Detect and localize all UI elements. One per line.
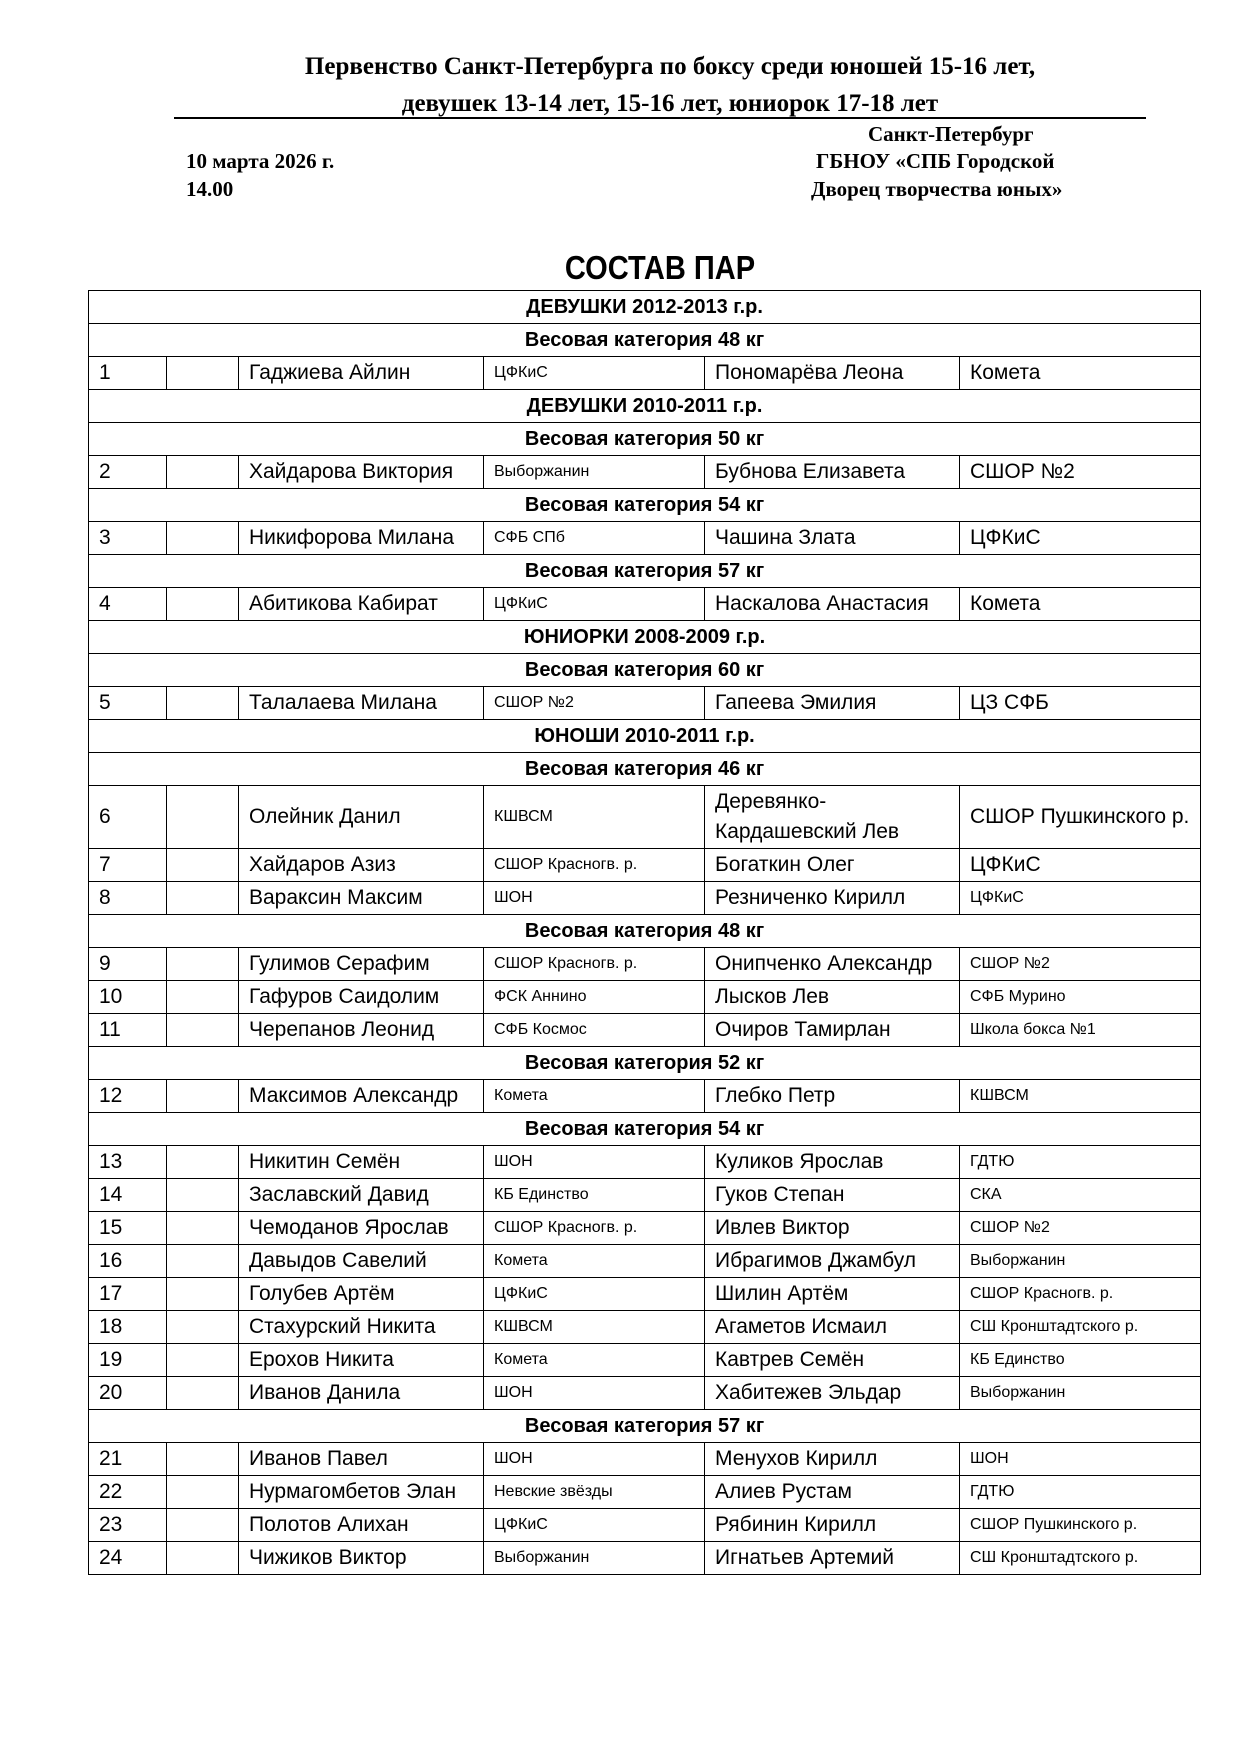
club-1: ЦФКиС xyxy=(484,1278,705,1311)
bout-number: 9 xyxy=(89,948,167,981)
weight-class-label: Весовая категория 50 кг xyxy=(89,423,1201,456)
club-2: ЦФКиС xyxy=(960,522,1201,555)
athlete-2: Пономарёва Леона xyxy=(705,357,960,390)
age-group-label: ДЕВУШКИ 2012-2013 г.р. xyxy=(89,291,1201,324)
weight-class-label: Весовая категория 57 кг xyxy=(89,1410,1201,1443)
club-2: СШОР №2 xyxy=(960,948,1201,981)
bout-row xyxy=(89,1542,1201,1575)
bout-row xyxy=(89,588,1201,621)
athlete-2: Богаткин Олег xyxy=(705,849,960,882)
club-2: ГДТЮ xyxy=(960,1476,1201,1509)
corner-cell xyxy=(167,1212,239,1245)
bout-row xyxy=(89,1344,1201,1377)
club-2: Выборжанин xyxy=(960,1245,1201,1278)
pairs-table xyxy=(88,290,1201,1575)
corner-cell xyxy=(167,687,239,720)
bout-number: 3 xyxy=(89,522,167,555)
club-1: Комета xyxy=(484,1344,705,1377)
weight-class-row xyxy=(89,324,1201,357)
bout-row xyxy=(89,1476,1201,1509)
athlete-1: Абитикова Кабират xyxy=(239,588,484,621)
corner-cell xyxy=(167,849,239,882)
athlete-2: Кавтрев Семён xyxy=(705,1344,960,1377)
club-2: Комета xyxy=(960,588,1201,621)
bout-row xyxy=(89,1311,1201,1344)
athlete-1: Чижиков Виктор xyxy=(239,1542,484,1575)
athlete-2: Лысков Лев xyxy=(705,981,960,1014)
corner-cell xyxy=(167,882,239,915)
athlete-2: Хабитежев Эльдар xyxy=(705,1377,960,1410)
venue-line-1: ГБНОУ «СПБ Городской xyxy=(816,149,1055,173)
club-1: ШОН xyxy=(484,1443,705,1476)
club-1: СФБ Космос xyxy=(484,1014,705,1047)
bout-row xyxy=(89,1377,1201,1410)
age-group-row xyxy=(89,720,1201,753)
athlete-1: Хайдарова Виктория xyxy=(239,456,484,489)
athlete-1: Талалаева Милана xyxy=(239,687,484,720)
club-2: СШ Кронштадтского р. xyxy=(960,1311,1201,1344)
corner-cell xyxy=(167,1509,239,1542)
age-group-row xyxy=(89,390,1201,423)
weight-class-label: Весовая категория 46 кг xyxy=(89,753,1201,786)
weight-class-row xyxy=(89,1113,1201,1146)
corner-cell xyxy=(167,1542,239,1575)
athlete-1: Максимов Александр xyxy=(239,1080,484,1113)
age-group-row xyxy=(89,291,1201,324)
bout-row xyxy=(89,1014,1201,1047)
athlete-1: Никитин Семён xyxy=(239,1146,484,1179)
corner-cell xyxy=(167,1179,239,1212)
corner-cell xyxy=(167,1344,239,1377)
club-1: СШОР Красногв. р. xyxy=(484,948,705,981)
corner-cell xyxy=(167,588,239,621)
bout-number: 16 xyxy=(89,1245,167,1278)
weight-class-label: Весовая категория 48 кг xyxy=(89,915,1201,948)
club-2: ГДТЮ xyxy=(960,1146,1201,1179)
athlete-2: Глебко Петр xyxy=(705,1080,960,1113)
bout-number: 17 xyxy=(89,1278,167,1311)
age-group-row xyxy=(89,621,1201,654)
club-2: СШОР Пушкинского р. xyxy=(960,1509,1201,1542)
weight-class-row xyxy=(89,423,1201,456)
bout-number: 18 xyxy=(89,1311,167,1344)
title-underline xyxy=(174,117,1146,119)
club-2: СШ Кронштадтского р. xyxy=(960,1542,1201,1575)
club-2: Выборжанин xyxy=(960,1377,1201,1410)
athlete-1: Никифорова Милана xyxy=(239,522,484,555)
bout-row xyxy=(89,522,1201,555)
athlete-2: Наскалова Анастасия xyxy=(705,588,960,621)
athlete-1: Заславский Давид xyxy=(239,1179,484,1212)
club-1: Комета xyxy=(484,1245,705,1278)
bout-row xyxy=(89,981,1201,1014)
bout-number: 23 xyxy=(89,1509,167,1542)
athlete-1: Вараксин Максим xyxy=(239,882,484,915)
corner-cell xyxy=(167,1476,239,1509)
bout-number: 19 xyxy=(89,1344,167,1377)
title-line-2: девушек 13-14 лет, 15-16 лет, юниорок 17-18 лет xyxy=(401,90,939,117)
club-2: Комета xyxy=(960,357,1201,390)
corner-cell xyxy=(167,357,239,390)
athlete-2: Бубнова Елизавета xyxy=(705,456,960,489)
age-group-label: ЮНОШИ 2010-2011 г.р. xyxy=(89,720,1201,753)
athlete-1: Стахурский Никита xyxy=(239,1311,484,1344)
athlete-1: Олейник Данил xyxy=(239,786,484,849)
weight-class-row xyxy=(89,753,1201,786)
bout-number: 11 xyxy=(89,1014,167,1047)
athlete-1: Нурмагомбетов Элан xyxy=(239,1476,484,1509)
club-2: КБ Единство xyxy=(960,1344,1201,1377)
club-1: ШОН xyxy=(484,1377,705,1410)
bout-number: 20 xyxy=(89,1377,167,1410)
bout-row xyxy=(89,849,1201,882)
bout-row xyxy=(89,1278,1201,1311)
club-2: ЦФКиС xyxy=(960,849,1201,882)
page-title: СОСТАВ ПАР xyxy=(564,249,756,286)
club-1: Выборжанин xyxy=(484,1542,705,1575)
athlete-1: Полотов Алихан xyxy=(239,1509,484,1542)
athlete-1: Хайдаров Азиз xyxy=(239,849,484,882)
bout-row xyxy=(89,1443,1201,1476)
bout-row xyxy=(89,357,1201,390)
venue-line-2: Дворец творчества юных» xyxy=(811,177,1063,201)
club-1: КБ Единство xyxy=(484,1179,705,1212)
bout-number: 4 xyxy=(89,588,167,621)
bout-number: 15 xyxy=(89,1212,167,1245)
club-1: ЦФКиС xyxy=(484,1509,705,1542)
athlete-2: Агаметов Исмаил xyxy=(705,1311,960,1344)
club-1: ШОН xyxy=(484,882,705,915)
athlete-1: Гулимов Серафим xyxy=(239,948,484,981)
club-2: СФБ Мурино xyxy=(960,981,1201,1014)
bout-number: 22 xyxy=(89,1476,167,1509)
athlete-2: Рябинин Кирилл xyxy=(705,1509,960,1542)
event-city: Санкт-Петербург xyxy=(868,122,1034,146)
weight-class-row xyxy=(89,489,1201,522)
corner-cell xyxy=(167,1080,239,1113)
club-1: ЦФКиС xyxy=(484,357,705,390)
age-group-label: ЮНИОРКИ 2008-2009 г.р. xyxy=(89,621,1201,654)
bout-row xyxy=(89,1509,1201,1542)
athlete-2: Шилин Артём xyxy=(705,1278,960,1311)
corner-cell xyxy=(167,522,239,555)
athlete-1: Гафуров Саидолим xyxy=(239,981,484,1014)
weight-class-row xyxy=(89,654,1201,687)
club-1: СШОР №2 xyxy=(484,687,705,720)
weight-class-label: Весовая категория 60 кг xyxy=(89,654,1201,687)
athlete-2: Куликов Ярослав xyxy=(705,1146,960,1179)
athlete-1: Гаджиева Айлин xyxy=(239,357,484,390)
club-1: ШОН xyxy=(484,1146,705,1179)
corner-cell xyxy=(167,1014,239,1047)
weight-class-label: Весовая категория 52 кг xyxy=(89,1047,1201,1080)
bout-number: 13 xyxy=(89,1146,167,1179)
document-title xyxy=(170,48,1170,122)
athlete-2: Игнатьев Артемий xyxy=(705,1542,960,1575)
weight-class-label: Весовая категория 48 кг xyxy=(89,324,1201,357)
corner-cell xyxy=(167,1377,239,1410)
event-time: 14.00 xyxy=(186,177,234,201)
corner-cell xyxy=(167,456,239,489)
club-1: СФБ СПб xyxy=(484,522,705,555)
club-1: СШОР Красногв. р. xyxy=(484,849,705,882)
club-2: СШОР Пушкинского р. xyxy=(960,786,1201,849)
club-2: СШОР Красногв. р. xyxy=(960,1278,1201,1311)
corner-cell xyxy=(167,1443,239,1476)
athlete-2: Резниченко Кирилл xyxy=(705,882,960,915)
weight-class-label: Весовая категория 54 кг xyxy=(89,1113,1201,1146)
club-2: СКА xyxy=(960,1179,1201,1212)
bout-number: 24 xyxy=(89,1542,167,1575)
athlete-2: Очиров Тамирлан xyxy=(705,1014,960,1047)
club-2: СШОР №2 xyxy=(960,1212,1201,1245)
bout-row xyxy=(89,948,1201,981)
athlete-2: Алиев Рустам xyxy=(705,1476,960,1509)
title-line-1: Первенство Санкт-Петербурга по боксу среди юношей 15-16 лет, xyxy=(304,53,1036,80)
bout-row xyxy=(89,456,1201,489)
bout-row xyxy=(89,1245,1201,1278)
weight-class-label: Весовая категория 57 кг xyxy=(89,555,1201,588)
club-1: Комета xyxy=(484,1080,705,1113)
club-2: КШВСМ xyxy=(960,1080,1201,1113)
club-2: Школа бокса №1 xyxy=(960,1014,1201,1047)
athlete-2: Менухов Кирилл xyxy=(705,1443,960,1476)
athlete-2: Ивлев Виктор xyxy=(705,1212,960,1245)
athlete-1: Давыдов Савелий xyxy=(239,1245,484,1278)
club-2: ЦЗ СФБ xyxy=(960,687,1201,720)
weight-class-row xyxy=(89,1410,1201,1443)
weight-class-row xyxy=(89,1047,1201,1080)
athlete-2: Гуков Степан xyxy=(705,1179,960,1212)
corner-cell xyxy=(167,786,239,849)
corner-cell xyxy=(167,1278,239,1311)
bout-number: 2 xyxy=(89,456,167,489)
club-1: Невские звёзды xyxy=(484,1476,705,1509)
bout-row xyxy=(89,786,1201,849)
bout-row xyxy=(89,1179,1201,1212)
athlete-1: Чемоданов Ярослав xyxy=(239,1212,484,1245)
bout-number: 6 xyxy=(89,786,167,849)
athlete-1: Ерохов Никита xyxy=(239,1344,484,1377)
club-1: ЦФКиС xyxy=(484,588,705,621)
bout-number: 7 xyxy=(89,849,167,882)
bout-number: 21 xyxy=(89,1443,167,1476)
athlete-2: Онипченко Александр xyxy=(705,948,960,981)
athlete-2: Деревянко-Кардашевский Лев xyxy=(705,786,960,849)
bout-row xyxy=(89,1212,1201,1245)
athlete-1: Голубев Артём xyxy=(239,1278,484,1311)
club-1: Выборжанин xyxy=(484,456,705,489)
bout-number: 1 xyxy=(89,357,167,390)
club-2: ЦФКиС xyxy=(960,882,1201,915)
bout-number: 12 xyxy=(89,1080,167,1113)
bout-number: 5 xyxy=(89,687,167,720)
bout-number: 10 xyxy=(89,981,167,1014)
club-2: СШОР №2 xyxy=(960,456,1201,489)
pairs-table-body xyxy=(89,291,1201,1575)
corner-cell xyxy=(167,981,239,1014)
age-group-label: ДЕВУШКИ 2010-2011 г.р. xyxy=(89,390,1201,423)
athlete-1: Черепанов Леонид xyxy=(239,1014,484,1047)
club-1: КШВСМ xyxy=(484,786,705,849)
club-2: ШОН xyxy=(960,1443,1201,1476)
athlete-2: Гапеева Эмилия xyxy=(705,687,960,720)
club-1: КШВСМ xyxy=(484,1311,705,1344)
bout-row xyxy=(89,1080,1201,1113)
athlete-2: Ибрагимов Джамбул xyxy=(705,1245,960,1278)
weight-class-row xyxy=(89,915,1201,948)
weight-class-label: Весовая категория 54 кг xyxy=(89,489,1201,522)
bout-row xyxy=(89,882,1201,915)
corner-cell xyxy=(167,948,239,981)
bout-number: 8 xyxy=(89,882,167,915)
athlete-1: Иванов Павел xyxy=(239,1443,484,1476)
event-date: 10 марта 2026 г. xyxy=(186,149,335,173)
corner-cell xyxy=(167,1245,239,1278)
club-1: СШОР Красногв. р. xyxy=(484,1212,705,1245)
weight-class-row xyxy=(89,555,1201,588)
bout-number: 14 xyxy=(89,1179,167,1212)
corner-cell xyxy=(167,1311,239,1344)
bout-row xyxy=(89,687,1201,720)
bout-row xyxy=(89,1146,1201,1179)
corner-cell xyxy=(167,1146,239,1179)
club-1: ФСК Аннино xyxy=(484,981,705,1014)
athlete-2: Чашина Злата xyxy=(705,522,960,555)
athlete-1: Иванов Данила xyxy=(239,1377,484,1410)
